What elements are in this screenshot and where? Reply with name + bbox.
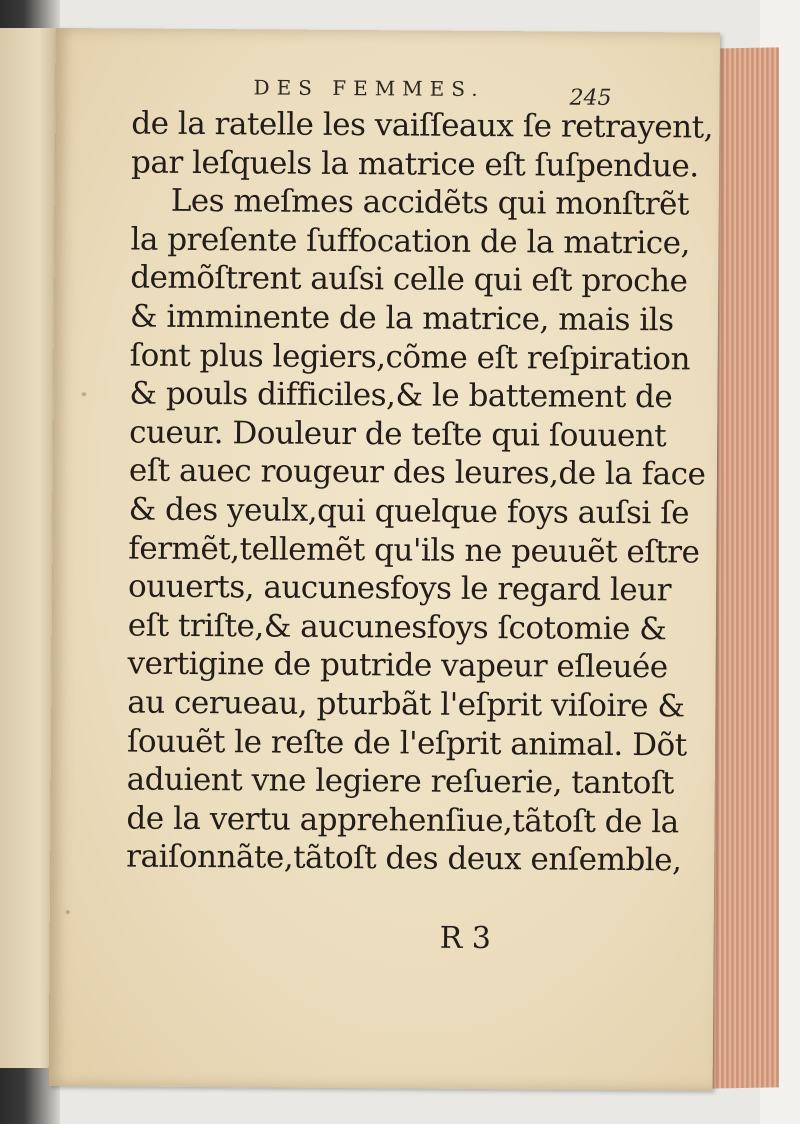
- paper-foxing-spot: [66, 910, 70, 914]
- text-line: eſt triſte,& aucunesfoys ſcotomie &: [127, 607, 667, 647]
- book-page: [49, 28, 720, 1091]
- text-line: raiſonnãte,tãtoſt des deux enſemble,: [126, 838, 682, 879]
- text-line: au cerueau, pturbãt l'eſprit viſoire &: [127, 684, 685, 725]
- text-line: demõſtrent auſsi celle qui eſt proche: [130, 259, 688, 300]
- page-number: 245: [569, 85, 612, 111]
- text-line: de la vertu apprehenſiue,tãtoſt de la: [126, 800, 679, 841]
- text-line: Les meſmes accidẽts qui monſtrẽt: [170, 182, 690, 223]
- text-line: de la ratelle les vaiſſeaux ſe retrayent,: [131, 105, 714, 146]
- text-line: vertigine de putride vapeur eſleuée: [127, 645, 668, 686]
- signature-mark: R 3: [439, 920, 491, 957]
- text-line: ſouuẽt le reſte de l'eſprit animal. Dõt: [126, 723, 687, 763]
- text-line: & imminente de la matrice, mais ils: [129, 298, 674, 339]
- text-line: cueur. Douleur de teſte qui ſouuent: [129, 414, 667, 455]
- text-line: & des yeulx,qui quelque foys auſsi ſe: [128, 491, 690, 532]
- text-line: la preſente ſuffocation de la matrice,: [130, 221, 691, 262]
- running-title: DES FEMMES.: [253, 75, 485, 101]
- text-line: ſont plus legiers,cõme eſt reſpiration: [129, 337, 691, 377]
- text-line: aduient vne legiere reſuerie, tantoſt: [126, 761, 674, 802]
- text-line: fermẽt,tellemẽt qu'ils ne peuuẽt eſtre: [128, 530, 700, 571]
- body-text: [126, 105, 714, 881]
- text-line: & pouls difficiles,& le battement de: [129, 375, 673, 416]
- text-line: ouuerts, aucunesfoys le regard leur: [127, 568, 672, 609]
- text-line: par leſquels la matrice eſt ſuſpendue.: [130, 144, 699, 185]
- paper-foxing-spot: [81, 392, 86, 396]
- text-line: eſt auec rougeur des leures,de la face: [128, 452, 706, 493]
